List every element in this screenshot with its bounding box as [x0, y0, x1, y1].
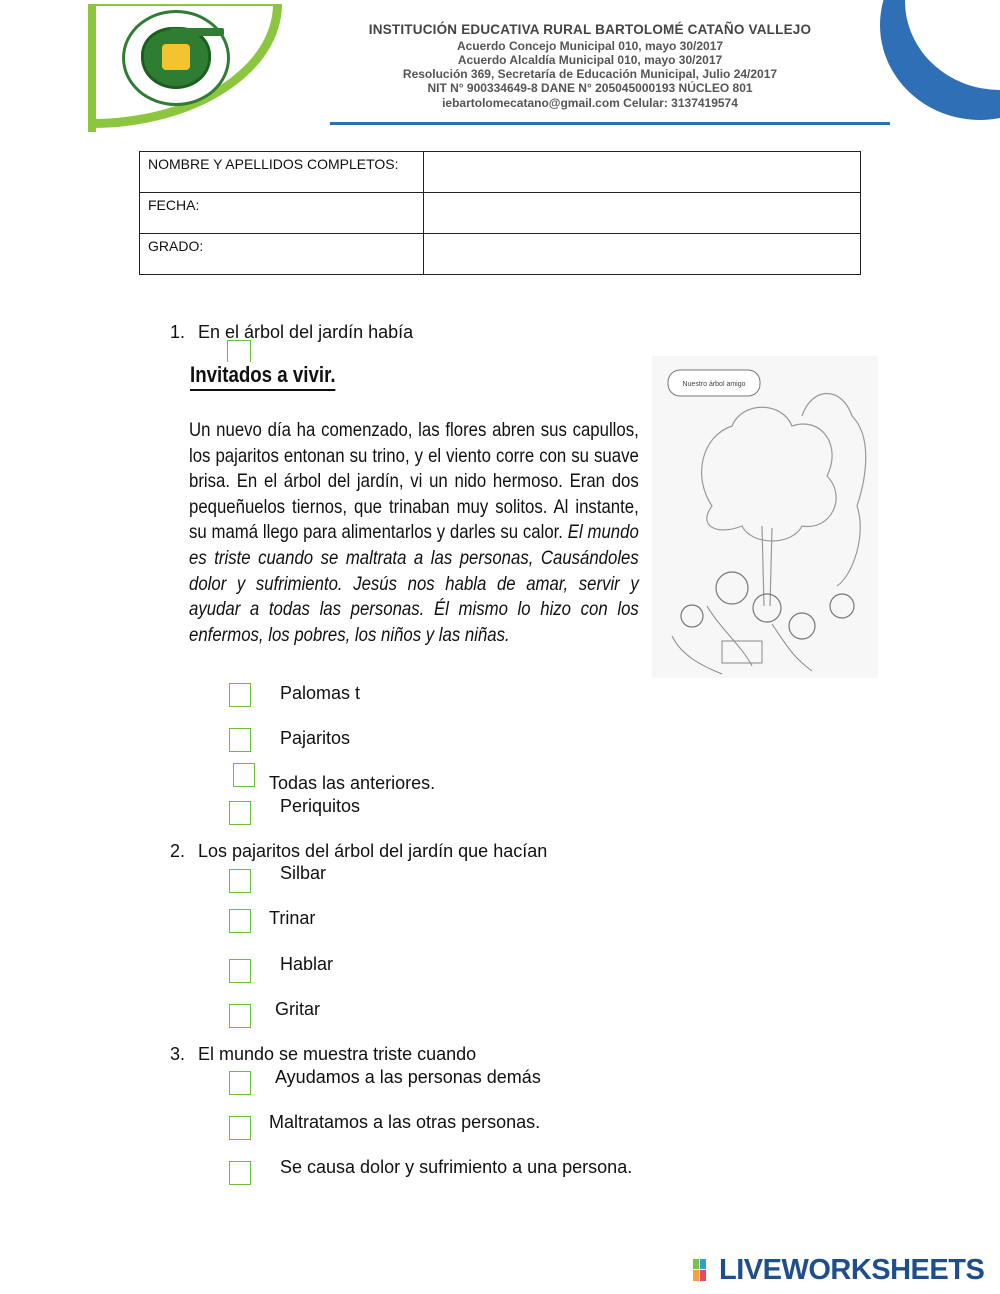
liveworksheets-logo-icon: [693, 1259, 717, 1281]
q1-option-4-label: Periquitos: [280, 796, 361, 816]
header-line-4: NIT N° 900334649-8 DANE N° 205045000193 NÚCLEO 801: [427, 81, 753, 95]
question-text: El mundo se muestra triste cuando: [198, 1044, 477, 1064]
grade-label: GRADO:: [140, 234, 424, 275]
header-line-1: Acuerdo Concejo Municipal 010, mayo 30/2017: [456, 39, 724, 53]
q2-option-1-label: Silbar: [280, 863, 327, 883]
q2-option-3-label: Hablar: [280, 954, 334, 974]
grade-field[interactable]: [424, 234, 861, 275]
question-number: 2.: [170, 841, 186, 861]
checkbox-q3-option-1[interactable]: [229, 1071, 251, 1095]
header-line-2: Acuerdo Alcaldía Municipal 010, mayo 30/2017: [457, 53, 723, 67]
date-field[interactable]: [424, 193, 861, 234]
table-row: [140, 234, 861, 275]
checkbox-q1-option-1[interactable]: [229, 683, 251, 707]
story-text: [189, 418, 639, 648]
question-3: [170, 1044, 476, 1065]
checkbox-q2-option-3[interactable]: [229, 959, 251, 983]
name-label: NOMBRE Y APELLIDOS COMPLETOS:: [140, 152, 424, 193]
name-field[interactable]: [424, 152, 861, 193]
q1-option-2-label: Pajaritos: [280, 728, 351, 748]
checkbox-q1-option-2[interactable]: [229, 728, 251, 752]
question-number: 3.: [170, 1044, 186, 1064]
question-2: [170, 841, 547, 862]
checkbox-q1-option-3[interactable]: [233, 763, 255, 787]
question-text: En el árbol del jardín había: [198, 322, 414, 342]
checkbox-q2-option-1[interactable]: [229, 869, 251, 893]
question-number: 1.: [170, 322, 186, 342]
checkbox-q2-option-4[interactable]: [229, 1004, 251, 1028]
checkbox-q2-option-2[interactable]: [229, 909, 251, 933]
q3-option-3-label: Se causa dolor y sufrimiento a una persona.: [280, 1157, 633, 1177]
q3-option-2-label: Maltratamos a las otras personas.: [269, 1112, 541, 1132]
student-info-table: [139, 151, 861, 275]
table-row: [140, 152, 861, 193]
header-blue-line: [330, 122, 890, 125]
question-text: Los pajaritos del árbol del jardín que hacían: [198, 841, 548, 861]
date-label: FECHA:: [140, 193, 424, 234]
q2-option-2-label: Trinar: [269, 908, 316, 928]
story-paragraph-2: El mundo es triste cuando se maltrata a las personas, Causándoles dolor y sufrimiento. Jesús nos habla de amar, servir y ayudar a todas las personas. Él mismo lo hizo con los enfermos, los pobres, los niños y las niñas.: [189, 521, 639, 646]
checkbox-q3-option-2[interactable]: [229, 1116, 251, 1140]
illustration-caption: Nuestro árbol amigo: [682, 381, 746, 388]
liveworksheets-brand: LIVEWORKSHEETS: [719, 1254, 985, 1286]
q1-option-1-label: Palomas t: [280, 683, 361, 703]
story-title: Invitados a vivir.: [190, 362, 336, 391]
institution-name: INSTITUCIÓN EDUCATIVA RURAL BARTOLOMÉ CATAÑO VALLEJO: [368, 22, 812, 37]
stray-checkbox-frame: [227, 340, 251, 362]
crest-ribbon: [170, 28, 224, 36]
q3-option-1-label: Ayudamos a las personas demás: [275, 1067, 541, 1087]
story-paragraph-1: Un nuevo día ha comenzado, las flores abren sus capullos, los pajaritos entonan su trino, y el viento corre con su suave brisa. En el árbol del jardín, vi un nido hermoso. Eran dos pequeñuelos tiernos, que trinaban muy solitos. Al instante, su mamá llego para alimentarlos y darles su calor.: [189, 419, 639, 544]
school-crest-logo: [122, 10, 230, 106]
crest-shield: [141, 27, 211, 89]
checkbox-q1-option-4[interactable]: [229, 801, 251, 825]
crest-emblem: [162, 44, 190, 70]
header-line-5: iebartolomecatano@gmail.com Celular: 3137419574: [442, 96, 738, 110]
children-tree-illustration: [652, 356, 878, 678]
checkbox-q3-option-3[interactable]: [229, 1161, 251, 1185]
q2-option-4-label: Gritar: [275, 999, 320, 1019]
question-1: [170, 322, 413, 343]
q1-option-3-label: Todas las anteriores.: [269, 773, 436, 793]
table-row: [140, 193, 861, 234]
header-line-3: Resolución 369, Secretaría de Educación Municipal, Julio 24/2017: [402, 67, 778, 81]
